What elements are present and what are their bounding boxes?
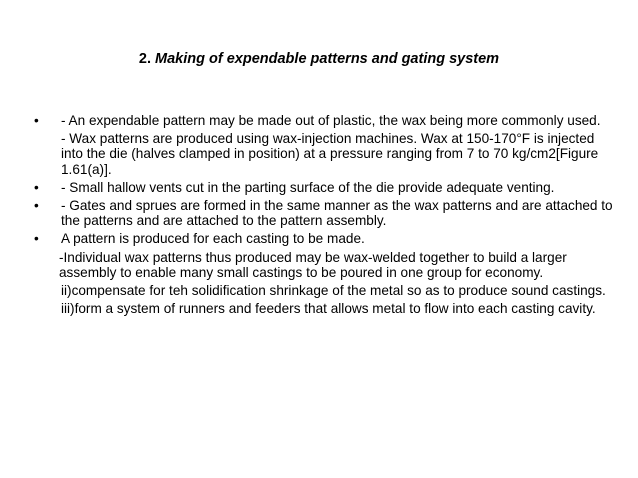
bullet-marker: • — [34, 113, 39, 128]
bullet-text: A pattern is produced for each casting to be made. — [61, 231, 365, 247]
bullet-item — [34, 198, 614, 228]
continuation-item — [34, 131, 614, 177]
paragraph-text: ii)compensate for teh solidification shrinkage of the metal so as to produce sound castings. — [61, 283, 606, 299]
title-text: Making of expendable patterns and gating system — [155, 51, 500, 67]
bullet-text: - Small hallow vents cut in the parting surface of the die provide adequate venting. — [61, 179, 555, 195]
continuation-item — [34, 283, 614, 298]
paragraph-text: - Wax patterns are produced using wax-injection machines. Wax at 150-170°F is injected into the die (halves clamped in position) at a pressure ranging from 7 to 70 kg/cm2[Figure 1.61(a)]. — [61, 131, 599, 177]
slide-body — [34, 113, 614, 319]
bullet-marker: • — [34, 179, 39, 195]
bullet-item — [34, 180, 614, 195]
bullet-marker: • — [34, 198, 39, 214]
bullet-text: - Gates and sprues are formed in the same manner as the wax patterns and are attached to the patterns and are attached to the pattern assembly. — [61, 198, 613, 229]
bullet-item — [34, 231, 614, 246]
continuation-item — [34, 250, 614, 280]
paragraph-text: -Individual wax patterns thus produced may be wax-welded together to build a larger assembly to enable many small castings to be poured in one group for economy. — [59, 249, 567, 280]
title-number: 2. — [138, 51, 151, 67]
bullet-text: - An expendable pattern may be made out of plastic, the wax being more commonly used. — [61, 113, 601, 128]
paragraph-text: iii)form a system of runners and feeders that allows metal to flow into each casting cavity. — [61, 301, 596, 317]
bullet-item — [34, 113, 614, 128]
slide-title — [0, 51, 638, 67]
continuation-item — [34, 301, 614, 316]
bullet-marker: • — [34, 231, 39, 247]
